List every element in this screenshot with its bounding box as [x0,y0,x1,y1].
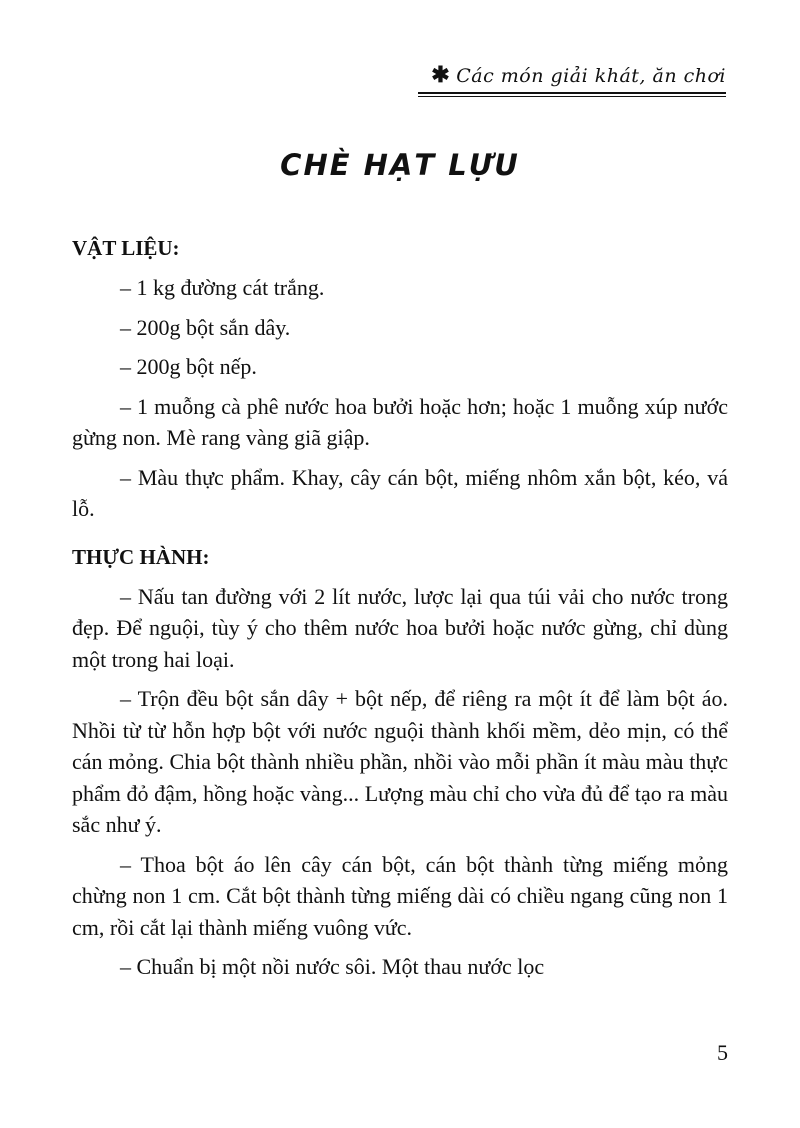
recipe-body [72,230,728,991]
method-step: – Nấu tan đường với 2 lít nước, lược lại qua túi vải cho nước trong đẹp. Để nguội, tùy ý cho thêm nước hoa bưởi hoặc nước gừng, chỉ dùng một trong hai loại. [72,583,728,672]
material-item: – 200g bột nếp. [120,354,257,379]
material-item: – 1 muỗng cà phê nước hoa bưởi hoặc hơn; hoặc 1 muỗng xúp nước gừng non. Mè rang vàng giã giập. [72,393,728,450]
method-step: – Thoa bột áo lên cây cán bột, cán bột thành từng miếng mỏng chừng non 1 cm. Cắt bột thành từng miếng dài có chiều ngang cũng non 1 cm, rồi cắt lại thành miếng vuông vức. [72,851,728,940]
running-header [431,62,726,88]
material-item: – 1 kg đường cát trắng. [120,275,325,300]
method-step: – Trộn đều bột sắn dây + bột nếp, để riêng ra một ít để làm bột áo. Nhồi từ từ hỗn hợp bột với nước nguội thành khối mềm, dẻo mịn, có thể cán mỏng. Chia bột thành nhiều phần, nhồi vào mỗi phần ít màu màu thực phẩm đỏ đậm, hồng hoặc vàng... Lượng màu chỉ cho vừa đủ để tạo ra màu sắc như ý. [72,686,728,837]
method-heading: THỰC HÀNH: [72,544,210,569]
running-header-text: Các món giải khát, ăn chơi [456,65,726,87]
method-step: – Chuẩn bị một nồi nước sôi. Một thau nước lọc [120,954,545,979]
asterisk-icon: ✱ [431,62,451,88]
page-number: 5 [717,1040,728,1065]
material-item: – 200g bột sắn dây. [120,314,291,340]
materials-heading: VẬT LIỆU: [72,236,180,260]
header-rule [418,92,726,94]
material-item: – Màu thực phẩm. Khay, cây cán bột, miếng nhôm xắn bột, kéo, vá lỗ. [72,464,728,521]
recipe-title: CHÈ HẠT LỰU [280,148,520,182]
header-rule-thin [418,96,726,97]
